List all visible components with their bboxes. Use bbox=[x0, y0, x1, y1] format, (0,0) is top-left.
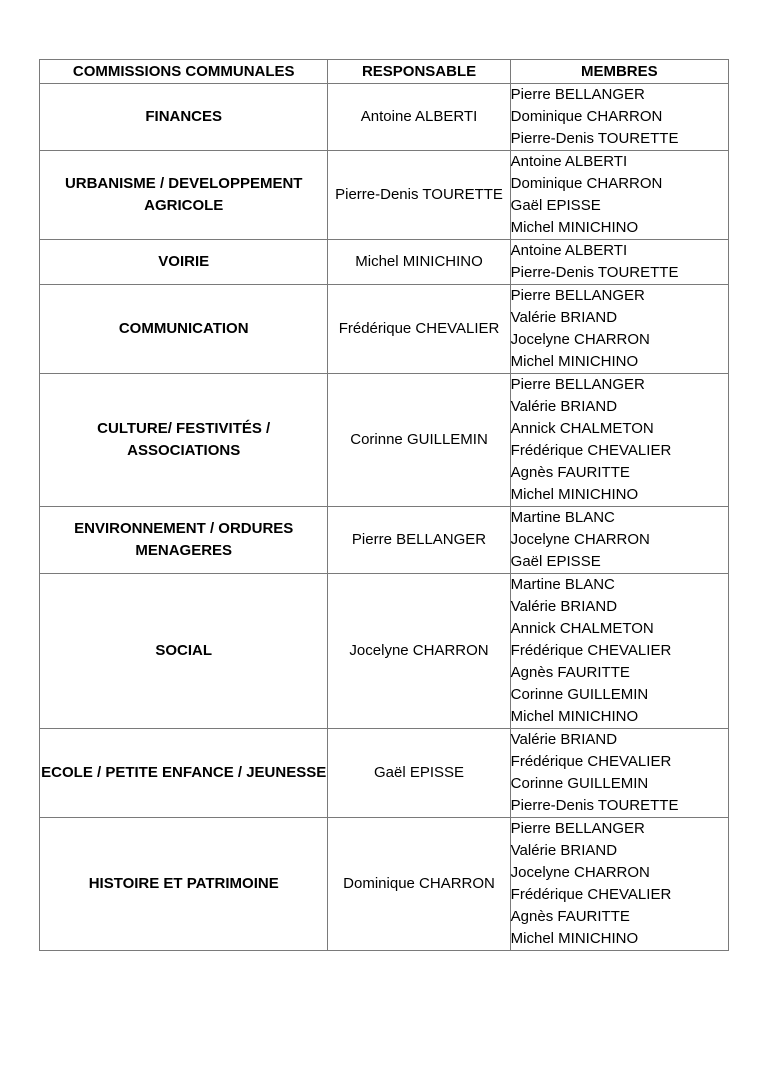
member-name: Antoine ALBERTI bbox=[510, 153, 628, 170]
member-name: Annick CHALMETON bbox=[510, 420, 654, 437]
table-row bbox=[40, 729, 729, 818]
header-membres: MEMBRES bbox=[510, 60, 728, 84]
responsable-name: Dominique CHARRON bbox=[328, 818, 510, 951]
commission-name: ECOLE / PETITE ENFANCE / JEUNESSE bbox=[40, 729, 328, 818]
table-row bbox=[40, 507, 729, 574]
member-name: Frédérique CHEVALIER bbox=[510, 642, 672, 659]
responsable-name: Pierre-Denis TOURETTE bbox=[328, 151, 510, 240]
member-name: Pierre BELLANGER bbox=[510, 820, 645, 837]
commission-name: COMMUNICATION bbox=[40, 285, 328, 374]
member-name: Dominique CHARRON bbox=[510, 175, 663, 192]
header-responsable: RESPONSABLE bbox=[328, 60, 510, 84]
table-header-row bbox=[40, 60, 729, 84]
member-name: Frédérique CHEVALIER bbox=[510, 442, 672, 459]
member-name: Agnès FAURITTE bbox=[510, 908, 630, 925]
member-name: Michel MINICHINO bbox=[510, 708, 639, 725]
member-name: Martine BLANC bbox=[510, 509, 615, 526]
membres-list bbox=[510, 507, 728, 574]
commission-name: VOIRIE bbox=[40, 240, 328, 285]
member-name: Pierre-Denis TOURETTE bbox=[510, 130, 679, 147]
member-name: Gaël EPISSE bbox=[510, 553, 601, 570]
responsable-name: Corinne GUILLEMIN bbox=[328, 374, 510, 507]
commission-name: ENVIRONNEMENT / ORDURES MENAGERES bbox=[40, 507, 328, 574]
header-commissions: COMMISSIONS COMMUNALES bbox=[40, 60, 328, 84]
membres-list bbox=[510, 240, 728, 285]
membres-list bbox=[510, 574, 728, 729]
member-name: Michel MINICHINO bbox=[510, 930, 639, 947]
member-name: Valérie BRIAND bbox=[510, 309, 618, 326]
member-name: Pierre BELLANGER bbox=[510, 287, 645, 304]
member-name: Corinne GUILLEMIN bbox=[510, 686, 649, 703]
member-name: Michel MINICHINO bbox=[510, 219, 639, 236]
table-row bbox=[40, 151, 729, 240]
member-name: Michel MINICHINO bbox=[510, 353, 639, 370]
member-name: Pierre BELLANGER bbox=[510, 86, 645, 103]
member-name: Valérie BRIAND bbox=[510, 731, 618, 748]
member-name: Pierre-Denis TOURETTE bbox=[510, 264, 679, 281]
member-name: Corinne GUILLEMIN bbox=[510, 775, 649, 792]
commission-name: FINANCES bbox=[40, 84, 328, 151]
responsable-name: Jocelyne CHARRON bbox=[328, 574, 510, 729]
member-name: Frédérique CHEVALIER bbox=[510, 753, 672, 770]
member-name: Jocelyne CHARRON bbox=[510, 331, 650, 348]
member-name: Annick CHALMETON bbox=[510, 620, 654, 637]
membres-list bbox=[510, 151, 728, 240]
membres-list bbox=[510, 818, 728, 951]
member-name: Pierre-Denis TOURETTE bbox=[510, 797, 679, 814]
document-page bbox=[39, 59, 729, 951]
member-name: Valérie BRIAND bbox=[510, 598, 618, 615]
responsable-name: Michel MINICHINO bbox=[328, 240, 510, 285]
member-name: Agnès FAURITTE bbox=[510, 464, 630, 481]
table-row bbox=[40, 374, 729, 507]
member-name: Gaël EPISSE bbox=[510, 197, 601, 214]
member-name: Dominique CHARRON bbox=[510, 108, 663, 125]
member-name: Michel MINICHINO bbox=[510, 486, 639, 503]
member-name: Frédérique CHEVALIER bbox=[510, 886, 672, 903]
member-name: Valérie BRIAND bbox=[510, 398, 618, 415]
table-row bbox=[40, 818, 729, 951]
responsable-name: Gaël EPISSE bbox=[328, 729, 510, 818]
commission-name: CULTURE/ FESTIVITÉS / ASSOCIATIONS bbox=[40, 374, 328, 507]
responsable-name: Antoine ALBERTI bbox=[328, 84, 510, 151]
membres-list bbox=[510, 729, 728, 818]
membres-list bbox=[510, 285, 728, 374]
commission-name: URBANISME / DEVELOPPEMENT AGRICOLE bbox=[40, 151, 328, 240]
member-name: Agnès FAURITTE bbox=[510, 664, 630, 681]
table-row bbox=[40, 574, 729, 729]
member-name: Pierre BELLANGER bbox=[510, 376, 645, 393]
table-row bbox=[40, 84, 729, 151]
membres-list bbox=[510, 84, 728, 151]
member-name: Antoine ALBERTI bbox=[510, 242, 628, 259]
table-row bbox=[40, 285, 729, 374]
responsable-name: Frédérique CHEVALIER bbox=[328, 285, 510, 374]
member-name: Valérie BRIAND bbox=[510, 842, 618, 859]
commission-name: HISTOIRE ET PATRIMOINE bbox=[40, 818, 328, 951]
member-name: Jocelyne CHARRON bbox=[510, 864, 650, 881]
commissions-table bbox=[39, 59, 729, 951]
table-row bbox=[40, 240, 729, 285]
membres-list bbox=[510, 374, 728, 507]
responsable-name: Pierre BELLANGER bbox=[328, 507, 510, 574]
member-name: Jocelyne CHARRON bbox=[510, 531, 650, 548]
member-name: Martine BLANC bbox=[510, 576, 615, 593]
commission-name: SOCIAL bbox=[40, 574, 328, 729]
